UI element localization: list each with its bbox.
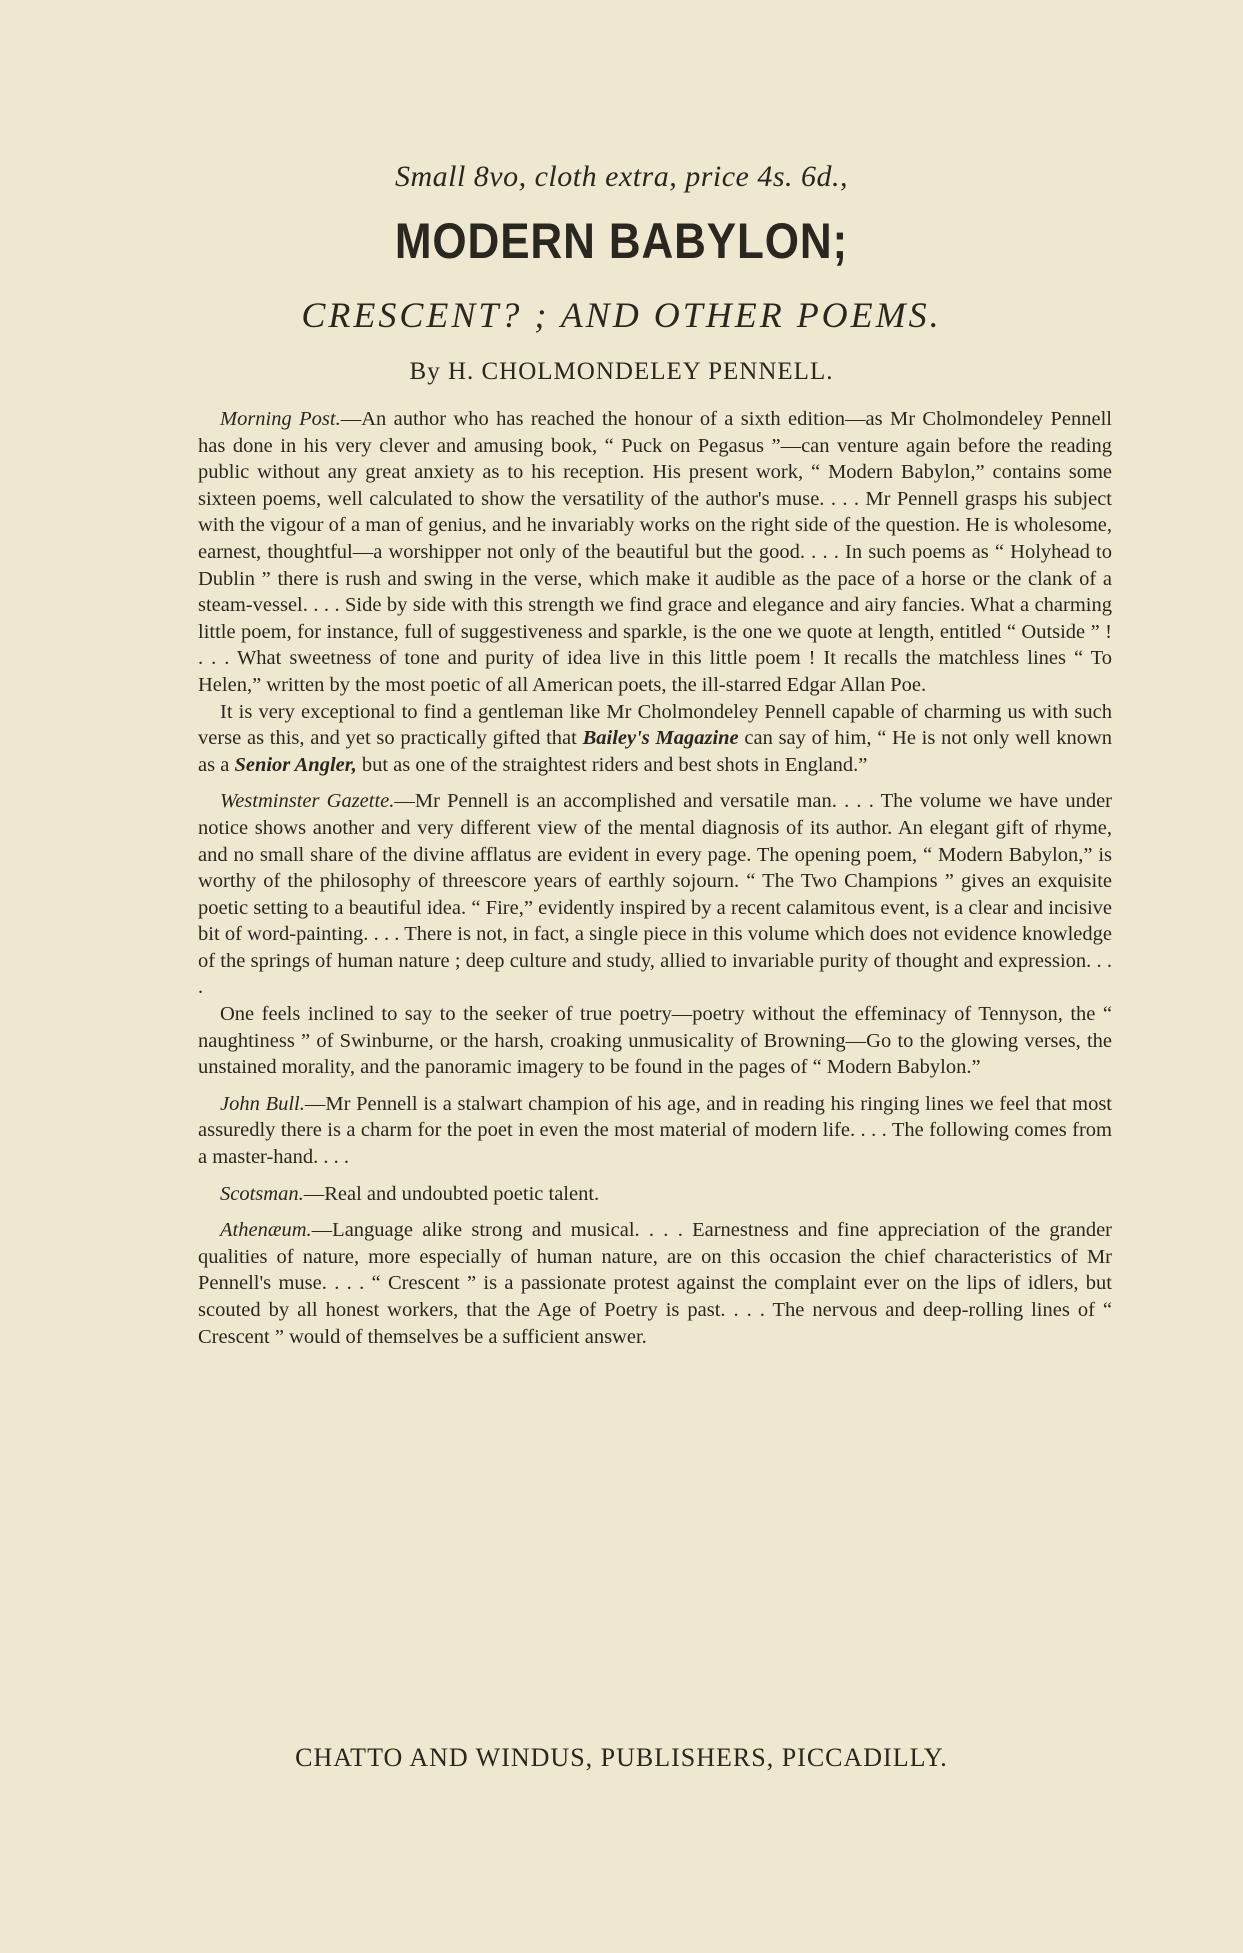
review-source: Scotsman. xyxy=(220,1182,304,1205)
review-text: —Real and undoubted poetic talent. xyxy=(303,1182,600,1205)
review-paragraph xyxy=(198,1181,1112,1208)
review-text: —Mr Pennell is a stalwart champion of his age, and in reading his ringing lines we feel that most assuredly there is a charm for the poet in even the most material of modern life. . . . The following comes from a master-hand. . . . xyxy=(198,1092,1112,1169)
publisher-line: CHATTO AND WINDUS, PUBLISHERS, PICCADILLY. xyxy=(295,1743,948,1772)
review-paragraph xyxy=(198,788,1112,1001)
review-paragraph xyxy=(198,406,1112,699)
press-reviews xyxy=(198,406,1112,1350)
review-paragraph xyxy=(198,1217,1112,1350)
review-paragraph xyxy=(198,1001,1112,1081)
review-text: —Mr Pennell is an accomplished and versatile man. . . . The volume we have under notice shows another and very different view of the mental diagnosis of its author. An elegant gift of rhyme, and no small share of the divine afflatus are evident in every page. The opening poem, “ Modern Babylon,” is worthy of the philosophy of threescore years of earthly sojourn. “ The Two Champions ” gives an exquisite poetic setting to a beautiful idea. “ Fire,” evidently inspired by a recent calamitous event, is a clear and incisive bit of word-painting. . . . There is not, in fact, a single piece in this volume which does not evidence knowledge of the springs of human nature ; deep culture and study, allied to invariable purity of thought and expression. . . . xyxy=(198,790,1113,999)
author-line: By H. CHOLMONDELEY PENNELL. xyxy=(409,358,834,385)
review-text: One feels inclined to say to the seeker of true poetry—poetry without the effeminacy of Tennyson, the “ naughtiness ” of Swinburne, or the harsh, croaking unmusicality of Browning—Go to the glowing verses, the unstained morality, and the panoramic imagery to be found in the pages of “ Modern Babylon.” xyxy=(198,1003,1112,1079)
review-text: —An author who has reached the honour of a sixth edition—as Mr Cholmondeley Pennell has done in his very clever and amusing book, “ Puck on Pegasus ”—can venture again before the reading public without any great anxiety as to his reception. His present work, “ Modern Babylon,” contains some sixteen poems, well calculated to show the versatility of the author's muse. . . . Mr Pennell grasps his subject with the vigour of a man of genius, and he invariably works on the right side of the question. He is wholesome, earnest, thoughtful—a worshipper not only of the beautiful but the good. . . . In such poems as “ Holyhead to Dublin ” there is rush and swing in the verse, which make it audible as the pace of a horse or the clank of a steam-vessel. . . . Side by side with this strength we find grace and elegance and airy fancies. What a charming little poem, for instance, full of suggestiveness and sparkle, is the one we quote at length, entitled “ Outside ” ! . . . What sweetness of tone and purity of idea live in this little poem ! It recalls the matchless lines “ To Helen,” written by the most poetic of all American poets, the ill-starred Edgar Allan Poe. xyxy=(198,408,1112,696)
review-source: John Bull. xyxy=(220,1092,305,1115)
book-title: MODERN BABYLON; xyxy=(394,213,849,269)
magazine-name: Bailey's Magazine xyxy=(582,727,739,750)
review-paragraph xyxy=(198,699,1112,779)
review-text: It is very exceptional to find a gentleman like Mr Cholmondeley Pennell capable of charming us with such verse as this, and yet so practically gifted that xyxy=(198,700,1112,750)
review-westminster-gazette xyxy=(198,788,1112,1081)
review-source: Morning Post. xyxy=(220,408,341,430)
review-paragraph xyxy=(198,1091,1112,1171)
review-morning-post xyxy=(198,406,1112,778)
review-john-bull xyxy=(198,1091,1112,1171)
review-text: can say of him, “ He is not only well known as a xyxy=(198,727,1112,776)
book-subtitle: CRESCENT? ; AND OTHER POEMS. xyxy=(301,295,942,335)
review-text: —Language alike strong and musical. . . . Earnestness and fine appreciation of the grander qualities of nature, more especially of human nature, are on this occasion the chief characteristics of Mr Pennell's muse. . . . “ Crescent ” is a passionate protest against the complaint ever on the lips of idlers, but scouted by all honest workers, that the Age of Poetry is past. . . . The nervous and deep-rolling lines of “ Crescent ” would of themselves be a sufficient answer. xyxy=(198,1219,1112,1348)
review-text: but as one of the straightest riders and best shots in England.” xyxy=(361,753,868,776)
review-source: Athenæum. xyxy=(220,1219,312,1242)
format-price-line: Small 8vo, cloth extra, price 4s. 6d., xyxy=(394,160,849,193)
review-source: Westminster Gazette. xyxy=(220,790,395,813)
magazine-name: Senior Angler, xyxy=(234,753,357,776)
review-scotsman xyxy=(198,1181,1112,1208)
review-athenaeum xyxy=(198,1217,1112,1350)
